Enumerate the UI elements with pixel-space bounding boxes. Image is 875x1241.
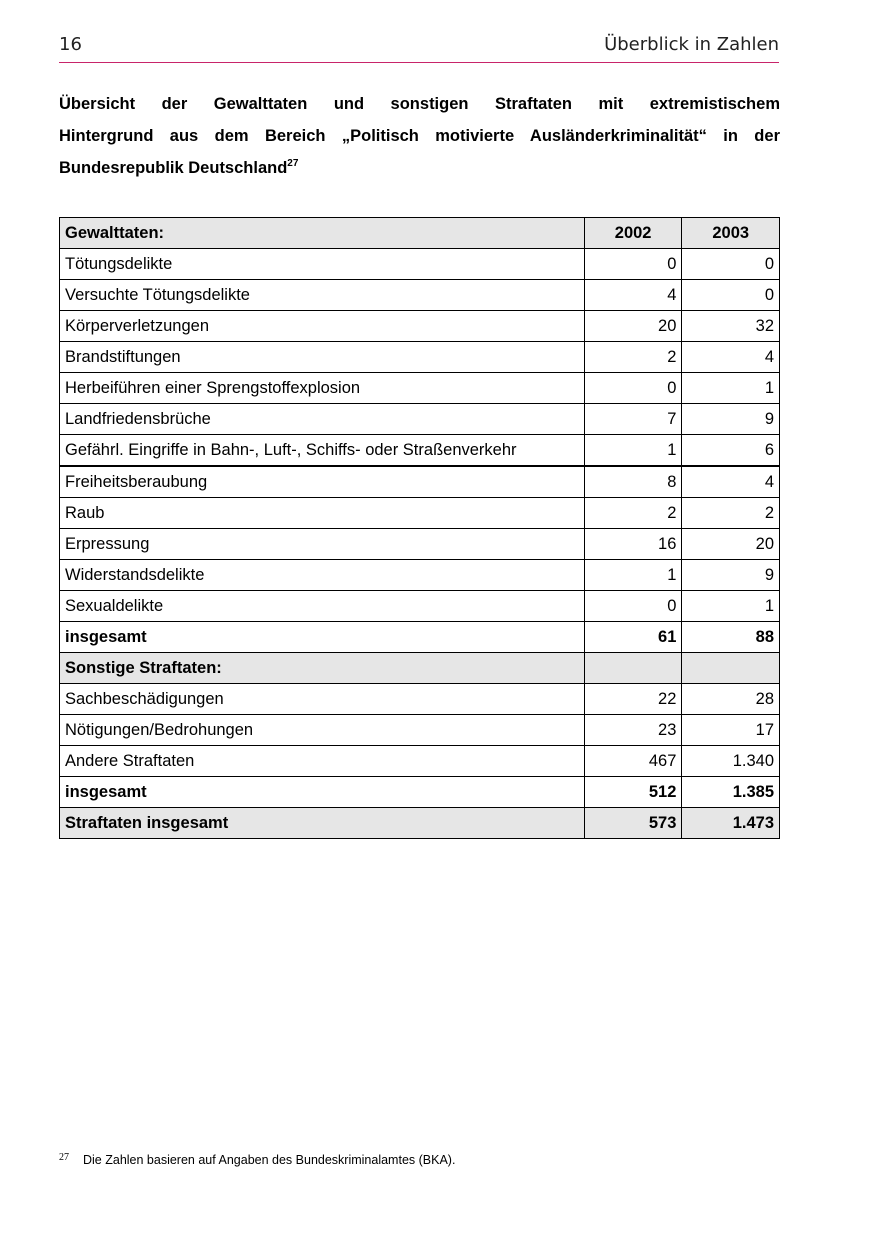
value-2003: 1.385 <box>682 777 780 808</box>
value-2003: 28 <box>682 684 780 715</box>
value-2003: 1 <box>682 373 780 404</box>
row-label: insgesamt <box>60 622 585 653</box>
header-year-2003: 2003 <box>682 218 780 249</box>
value-2002: 4 <box>584 280 682 311</box>
section-label: Sonstige Straftaten: <box>60 653 585 684</box>
value-2002: 16 <box>584 529 682 560</box>
table-row <box>60 249 780 280</box>
footnote-mark: 27 <box>59 1152 69 1163</box>
value-2003: 17 <box>682 715 780 746</box>
value-2003: 20 <box>682 529 780 560</box>
header-year-2002: 2002 <box>584 218 682 249</box>
grand-total-row <box>60 808 780 839</box>
row-label: Körperverletzungen <box>60 311 585 342</box>
value-2003: 0 <box>682 249 780 280</box>
row-label: Freiheitsberaubung <box>60 466 585 498</box>
heading-line-2: Hintergrund aus dem Bereich „Politisch motivierte Ausländerkriminalität“ in der <box>59 127 780 145</box>
row-label: Herbeiführen einer Sprengstoffexplosion <box>60 373 585 404</box>
heading-line-3 <box>59 152 780 184</box>
heading-line-3-text: Bundesrepublik Deutschland <box>59 159 288 177</box>
value-2003: 2 <box>682 498 780 529</box>
row-label: Sachbeschädigungen <box>60 684 585 715</box>
row-label: Straftaten insgesamt <box>60 808 585 839</box>
section-header-row <box>60 653 780 684</box>
row-label: Brandstiftungen <box>60 342 585 373</box>
value-2002 <box>584 653 682 684</box>
table-row <box>60 280 780 311</box>
value-2003: 0 <box>682 280 780 311</box>
table-header-row <box>60 218 780 249</box>
subtotal-row <box>60 622 780 653</box>
value-2002: 512 <box>584 777 682 808</box>
value-2003: 1.340 <box>682 746 780 777</box>
table-row <box>60 746 780 777</box>
table-row <box>60 529 780 560</box>
table-row <box>60 404 780 435</box>
value-2002: 2 <box>584 498 682 529</box>
running-title: Überblick in Zahlen <box>604 34 779 55</box>
value-2003: 32 <box>682 311 780 342</box>
row-label: Tötungsdelikte <box>60 249 585 280</box>
table-row <box>60 684 780 715</box>
row-label: Versuchte Tötungsdelikte <box>60 280 585 311</box>
value-2003: 4 <box>682 466 780 498</box>
value-2002: 1 <box>584 560 682 591</box>
value-2003 <box>682 653 780 684</box>
row-label: Raub <box>60 498 585 529</box>
value-2002: 0 <box>584 591 682 622</box>
value-2002: 2 <box>584 342 682 373</box>
statistics-table <box>59 217 780 839</box>
value-2002: 23 <box>584 715 682 746</box>
value-2003: 1 <box>682 591 780 622</box>
row-label: Erpressung <box>60 529 585 560</box>
page-number: 16 <box>59 34 82 55</box>
table-row <box>60 466 780 498</box>
value-2002: 61 <box>584 622 682 653</box>
table-row <box>60 591 780 622</box>
value-2003: 1.473 <box>682 808 780 839</box>
page-header <box>59 32 779 63</box>
row-label: Andere Straftaten <box>60 746 585 777</box>
value-2002: 7 <box>584 404 682 435</box>
row-label: Landfriedensbrüche <box>60 404 585 435</box>
table-row <box>60 373 780 404</box>
subtotal-row <box>60 777 780 808</box>
value-2002: 8 <box>584 466 682 498</box>
row-label: Sexualdelikte <box>60 591 585 622</box>
footnote-text: Die Zahlen basieren auf Angaben des Bundeskriminalamtes (BKA). <box>83 1153 456 1167</box>
value-2002: 0 <box>584 249 682 280</box>
footnote-reference: 27 <box>287 158 299 169</box>
table-row <box>60 498 780 529</box>
value-2002: 467 <box>584 746 682 777</box>
value-2003: 88 <box>682 622 780 653</box>
value-2003: 9 <box>682 560 780 591</box>
row-label: Gefährl. Eingriffe in Bahn-, Luft-, Schiffs- oder Straßenverkehr <box>60 435 585 467</box>
row-label: Nötigungen/Bedrohungen <box>60 715 585 746</box>
footnote <box>59 1152 455 1167</box>
value-2002: 22 <box>584 684 682 715</box>
table-row <box>60 560 780 591</box>
value-2002: 20 <box>584 311 682 342</box>
value-2002: 0 <box>584 373 682 404</box>
table-heading <box>59 88 780 184</box>
row-label: insgesamt <box>60 777 585 808</box>
table-row <box>60 715 780 746</box>
value-2002: 1 <box>584 435 682 467</box>
heading-line-1: Übersicht der Gewalttaten und sonstigen Straftaten mit extremistischem <box>59 95 780 113</box>
table-row <box>60 435 780 467</box>
value-2003: 9 <box>682 404 780 435</box>
value-2002: 573 <box>584 808 682 839</box>
value-2003: 6 <box>682 435 780 467</box>
value-2003: 4 <box>682 342 780 373</box>
header-label-cell: Gewalttaten: <box>60 218 585 249</box>
table-row <box>60 342 780 373</box>
row-label: Widerstandsdelikte <box>60 560 585 591</box>
table-row <box>60 311 780 342</box>
